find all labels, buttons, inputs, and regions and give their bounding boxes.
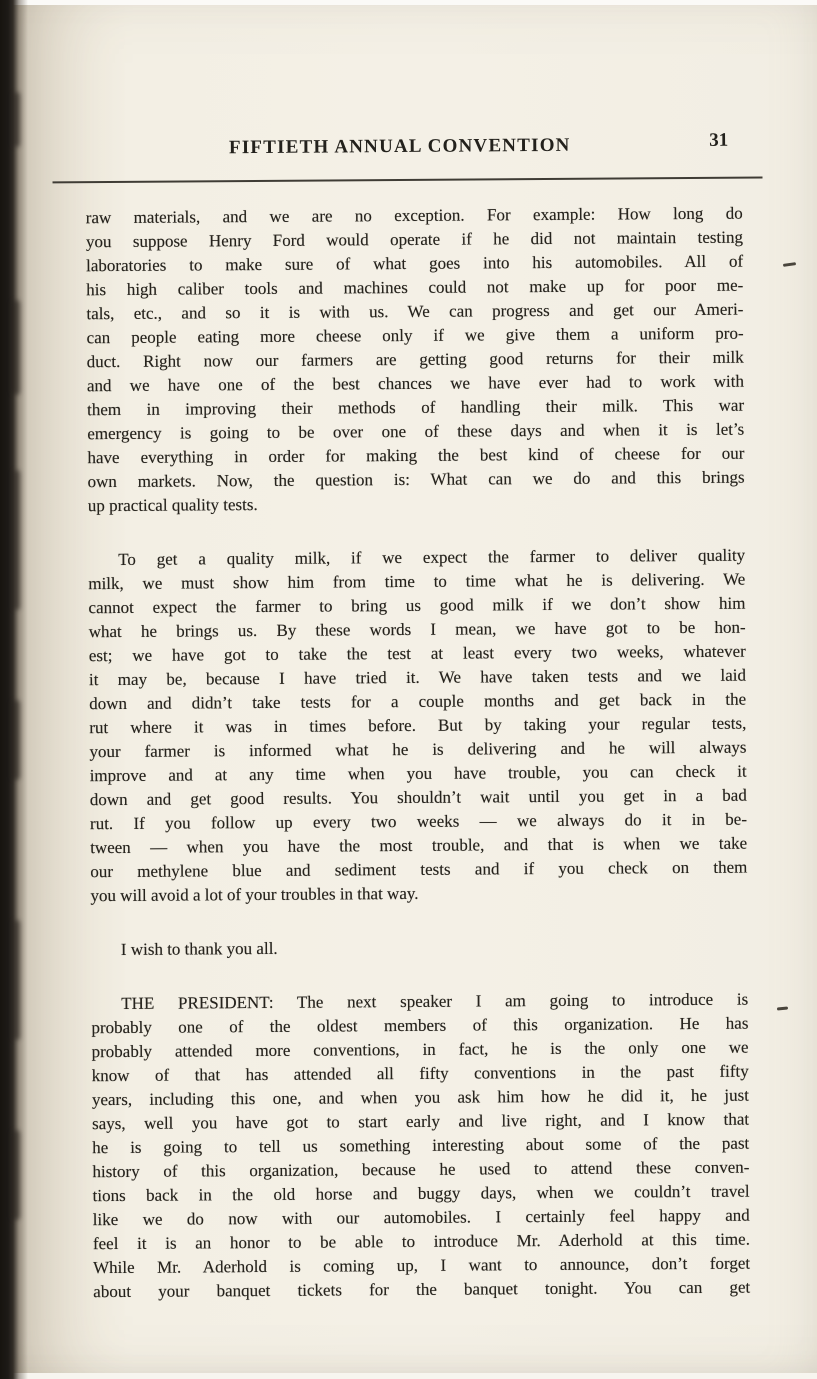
text-line: years, including this one, and when you ask him how he did it, he just (91, 1085, 749, 1110)
text-line: tals, etc., and so it is with us. We can progress and get our Ameri- (86, 299, 744, 324)
text-line: est; we have got to take the test at least every two weeks, whatever (88, 641, 746, 666)
text-line: your farmer is informed what he is delivering and he will always (89, 737, 747, 762)
text-line: it may be, because I have tried it. We have taken tests and we laid (88, 665, 747, 690)
text-line: down and get good results. You shouldn’t wait until you get in a bad (89, 785, 747, 810)
text-line: our methylene blue and sediment tests and if you check on them (90, 857, 748, 882)
paragraph (91, 934, 748, 963)
text-line: know of that has attended all fifty conventions in the past fifty (91, 1061, 749, 1086)
text-line: probably one of the oldest members of this organization. He has (91, 1013, 749, 1038)
text-line: can people eating more cheese only if we give them a uniform pro- (86, 323, 744, 348)
text-line: rut. If you follow up every two weeks — we always do it in be- (89, 809, 748, 834)
paragraph (91, 988, 750, 1305)
text-line: about your banquet tickets for the banquet tonight. You can get (93, 1277, 751, 1302)
text-line: have everything in order for making the best kind of cheese for our (87, 443, 745, 468)
text-line: cannot expect the farmer to bring us good milk if we don’t show him (88, 593, 746, 618)
header-divider (53, 176, 763, 183)
text-line: milk, we must show him from time to time what he is delivering. We (88, 569, 746, 594)
text-line: history of this organization, because he used to attend these conven- (92, 1157, 750, 1182)
paragraph (86, 202, 745, 519)
text-line: tions back in the old horse and buggy days, when we couldn’t travel (92, 1181, 750, 1206)
page-number: 31 (709, 129, 729, 151)
text-line: I wish to thank you all. (120, 938, 278, 959)
text-line: To get a quality milk, if we expect the farmer to deliver quality (118, 545, 746, 569)
text-line: his high caliber tools and machines could not make up for poor me- (86, 275, 744, 300)
page-header (85, 129, 742, 167)
text-line: improve and at any time when you have trouble, you can check it (89, 761, 747, 786)
text-line: rut where it was in times before. But by taking your regular tests, (89, 713, 747, 738)
text-line: tween — when you have the most trouble, and that is when we take (90, 833, 748, 858)
text-line: down and didn’t take tests for a couple months and get back in the (89, 689, 747, 714)
text-line: says, well you have got to start early and live right, and I know that (92, 1109, 750, 1134)
text-line: raw materials, and we are no exception. For example: How long do (85, 203, 743, 228)
text-line: emergency is going to be over one of these days and when it is let’s (87, 419, 745, 444)
text-line: like we do now with our automobiles. I certainly feel happy and (92, 1205, 750, 1230)
page-title: FIFTIETH ANNUAL CONVENTION (228, 134, 571, 159)
text-line: you suppose Henry Ford would operate if he did not maintain testing (85, 227, 743, 252)
text-line: THE PRESIDENT: The next speaker I am going to introduce is (121, 989, 749, 1013)
text-line: probably attended more conventions, in fact, he is the only one we (91, 1037, 749, 1062)
text-line: laboratories to make sure of what goes into his automobiles. All of (86, 251, 744, 276)
document-body (86, 202, 751, 1335)
text-line: own markets. Now, the question is: What can we do and this brings (87, 467, 745, 492)
text-line: what he brings us. By these words I mean, we have got to be hon- (88, 617, 746, 642)
paragraph (88, 544, 747, 909)
text-line: up practical quality tests. (87, 494, 258, 516)
text-line: duct. Right now our farmers are getting good returns for their milk (86, 347, 744, 372)
text-line: them in improving their methods of handling their milk. This war (87, 395, 745, 420)
text-line: and we have one of the best chances we have ever had to work with (86, 371, 744, 396)
text-line: he is going to tell us something interesting about some of the past (92, 1133, 750, 1158)
text-line: you will avoid a lot of your troubles in that way. (90, 883, 419, 906)
text-line: feel it is an honor to be able to introduce Mr. Aderhold at this time. (92, 1229, 750, 1254)
text-line: While Mr. Aderhold is coming up, I want to announce, don’t forget (93, 1253, 751, 1278)
